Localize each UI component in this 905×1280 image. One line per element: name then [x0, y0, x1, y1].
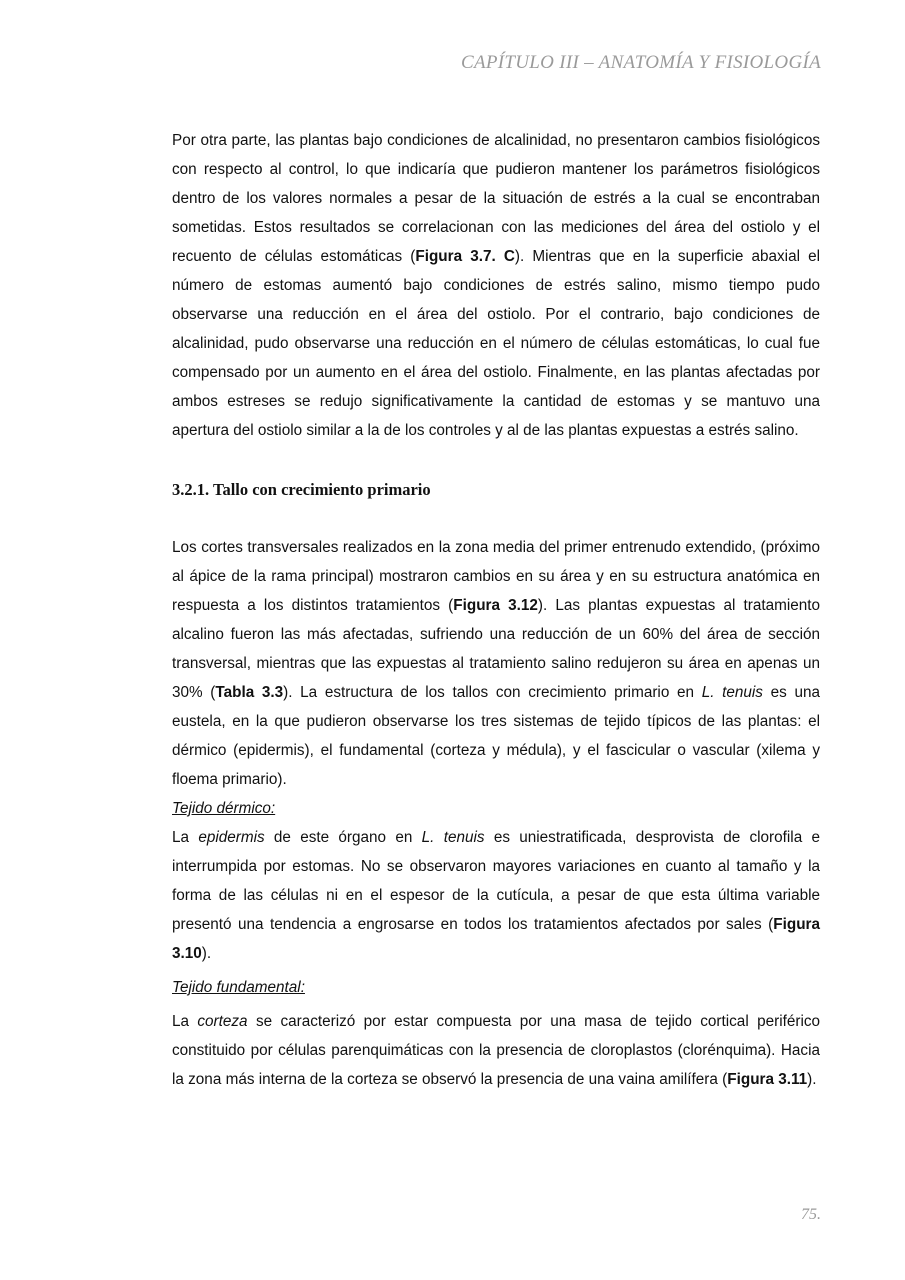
text-run: se caracterizó por estar compuesta por una masa de tejido cortical periférico constituido por células parenquimáticas con la presencia de cloroplastos (clorénquima). Hacia la zona más interna de la corteza se observó la presencia de una vaina amilífera (: [172, 1013, 821, 1088]
subheading-ground-tissue: Tejido fundamental:: [172, 979, 305, 996]
text-run: Los cortes transversales realizados en la zona media del primer entrenudo extendido, (próximo al ápice de la rama principal) mostraron cambios en su área y en su estructura anatómica en respuesta a los distintos tratamientos (: [172, 539, 820, 614]
text-run: ). Mientras que en la superficie abaxial el número de estomas aumentó bajo condiciones de estrés salino, mismo tiempo pudo observarse una reducción en el área del ostiolo. Por el contrario, bajo condiciones de alcalinidad, pudo observarse una reducción en el número de células estomáticas, lo cual fue compensado por un aumento en el área del ostiolo. Finalmente, en las plantas afectadas por ambos estreses se redujo significativamente la cantidad de estomas y se mantuvo una apertura del ostiolo similar a la de los controles y al de las plantas expuestas a estrés salino.: [172, 248, 820, 439]
figure-reference: Figura 3.10: [172, 916, 820, 962]
text-run: ).: [807, 1071, 817, 1088]
paragraph-cortex: [172, 1007, 820, 1094]
paragraph-stomata: [172, 126, 820, 445]
page-body: [172, 126, 820, 1094]
page-number: 75.: [801, 1206, 821, 1223]
text-run: es uniestratificada, desprovista de clorofila e interrumpida por estomas. No se observaron mayores variaciones en cuanto al tamaño y la forma de las células ni en el espesor de la cutícula, a pesar de que esta última variable presentó una tendencia a engrosarse en todos los tratamientos afectados por sales (: [172, 829, 821, 933]
term: corteza: [197, 1013, 248, 1030]
text-run: ). Las plantas expuestas al tratamiento alcalino fueron las más afectadas, sufriendo una reducción de un 60% del área de sección transversal, mientras que las expuestas al tratamiento salino redujeron su área en apenas un 30% (: [172, 597, 821, 701]
text-run: La: [172, 1013, 198, 1030]
subheading-dermal-tissue: Tejido dérmico:: [172, 800, 276, 817]
figure-reference: Figura 3.7. C: [415, 248, 515, 265]
species-name: L. tenuis: [421, 829, 485, 846]
species-name: L. tenuis: [701, 684, 763, 701]
text-run: Por otra parte, las plantas bajo condiciones de alcalinidad, no presentaron cambios fisiológicos con respecto al control, lo que indicaría que pudieron mantener los parámetros fisiológicos dentro de los valores normales a pesar de la situación de estrés a la cual se encontraban sometidas. Estos resultados se correlacionan con las mediciones del área del ostiolo y el recuento de células estomáticas (: [172, 132, 820, 265]
paragraph-stem-sections: [172, 533, 820, 794]
text-run: ). La estructura de los tallos con crecimiento primario en: [283, 684, 702, 701]
chapter-header: CAPÍTULO III – ANATOMÍA Y FISIOLOGÍA: [460, 52, 821, 73]
figure-reference: Figura 3.12: [453, 597, 538, 614]
text-run: ).: [201, 945, 212, 962]
text-run: de este órgano en: [264, 829, 422, 846]
table-reference: Tabla 3.3: [215, 684, 284, 701]
text-run: La: [172, 829, 199, 846]
section-title: 3.2.1. Tallo con crecimiento primario: [172, 480, 431, 499]
term: epidermis: [198, 829, 265, 846]
paragraph-epidermis: [172, 823, 820, 968]
text-run: es una eustela, en la que pudieron observarse los tres sistemas de tejido típicos de las plantas: el dérmico (epidermis), el fundamental (corteza y médula), y el fascicular o vascular (xilema y floema primario).: [172, 684, 820, 788]
figure-reference: Figura 3.11: [727, 1071, 808, 1088]
